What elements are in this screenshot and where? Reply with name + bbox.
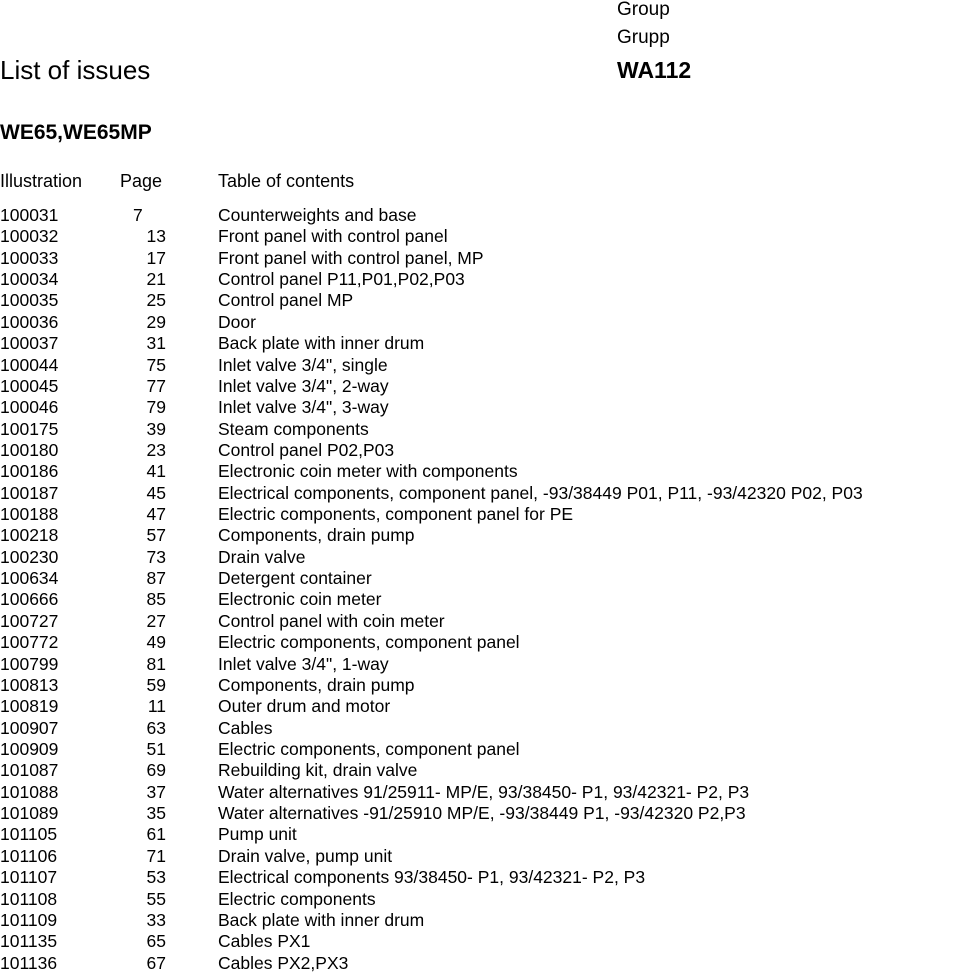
contents-description: Electric components — [218, 888, 376, 909]
list-item — [0, 910, 960, 931]
list-item — [0, 483, 960, 504]
contents-description: Components, drain pump — [218, 525, 415, 546]
page-number: 63 — [146, 717, 166, 738]
illustration-number: 101135 — [0, 931, 58, 952]
contents-description: Steam components — [218, 418, 369, 439]
contents-description: Drain valve — [218, 546, 306, 567]
page-number: 41 — [146, 461, 166, 482]
contents-description: Back plate with inner drum — [218, 333, 425, 354]
illustration-number: 101087 — [0, 760, 59, 781]
contents-description: Pump unit — [218, 824, 297, 845]
illustration-number: 100188 — [0, 504, 59, 525]
page-number: 53 — [146, 867, 166, 888]
grupp-label: Grupp — [617, 27, 670, 48]
page-number: 65 — [146, 931, 166, 952]
page-number: 85 — [146, 589, 166, 610]
contents-description: Cables — [218, 717, 273, 738]
contents-description: Back plate with inner drum — [218, 909, 425, 930]
illustration-number: 100044 — [0, 354, 59, 375]
page-number: 81 — [146, 653, 166, 674]
page-number: 77 — [146, 375, 166, 396]
list-item — [0, 696, 960, 717]
contents-description: Door — [218, 311, 256, 332]
list-item — [0, 589, 960, 610]
contents-description: Counterweights and base — [218, 205, 417, 225]
list-item — [0, 632, 960, 653]
list-item — [0, 248, 960, 269]
contents-description: Electronic coin meter with components — [218, 461, 518, 482]
list-item — [0, 739, 960, 760]
contents-description: Electronic coin meter — [218, 589, 382, 610]
list-item — [0, 269, 960, 290]
illustration-number: 100909 — [0, 738, 59, 759]
illustration-number: 100033 — [0, 247, 59, 268]
illustration-number: 100035 — [0, 290, 59, 311]
page-number: 57 — [146, 525, 166, 546]
page-number: 11 — [147, 696, 166, 717]
illustration-number: 100772 — [0, 632, 59, 653]
contents-description: Cables PX2,PX3 — [218, 952, 349, 973]
illustration-number: 100819 — [0, 696, 59, 717]
page-number: 67 — [146, 952, 166, 973]
group-code: WA112 — [617, 57, 692, 83]
illustration-number: 100230 — [0, 546, 59, 567]
illustration-number: 100180 — [0, 439, 59, 460]
illustration-number: 100218 — [0, 525, 59, 546]
page-number: 7 — [133, 205, 143, 225]
list-item — [0, 312, 960, 333]
illustration-number: 100634 — [0, 568, 59, 589]
list-item — [0, 205, 960, 226]
list-item — [0, 376, 960, 397]
list-item — [0, 547, 960, 568]
page-number: 71 — [146, 845, 166, 866]
page-number: 33 — [146, 909, 166, 930]
contents-description: Rebuilding kit, drain valve — [218, 760, 418, 781]
contents-description: Electric components, component panel — [218, 738, 520, 759]
list-item — [0, 461, 960, 482]
illustration-number: 100187 — [0, 482, 59, 503]
contents-description: Electric components, component panel for PE — [218, 504, 574, 525]
document-title: List of issues — [0, 55, 151, 85]
page-number: 69 — [146, 760, 166, 781]
list-item — [0, 525, 960, 546]
contents-description: Control panel P02,P03 — [218, 439, 395, 460]
illustration-number: 100036 — [0, 311, 59, 332]
page-number: 87 — [146, 568, 166, 589]
list-item — [0, 397, 960, 418]
illustration-number: 100813 — [0, 674, 59, 695]
issues-list — [0, 205, 960, 974]
column-header-page: Page — [120, 171, 163, 191]
contents-description: Inlet valve 3/4", 1-way — [218, 653, 389, 674]
contents-description: Electrical components, component panel, -93/38449 P01, P11, -93/42320 P02, P03 — [218, 482, 863, 503]
page-number: 21 — [146, 269, 166, 290]
page-number: 59 — [146, 674, 166, 695]
list-item — [0, 654, 960, 675]
page-number: 75 — [146, 354, 166, 375]
contents-description: Water alternatives -91/25910 MP/E, -93/38449 P1, -93/42320 P2,P3 — [218, 803, 746, 824]
illustration-number: 100799 — [0, 653, 59, 674]
contents-description: Drain valve, pump unit — [218, 845, 393, 866]
page-number: 31 — [146, 333, 166, 354]
illustration-number: 101107 — [0, 867, 58, 888]
contents-description: Electric components, component panel — [218, 632, 520, 653]
contents-description: Control panel MP — [218, 290, 354, 311]
page-number: 35 — [146, 803, 166, 824]
list-item — [0, 504, 960, 525]
page-number: 37 — [146, 781, 166, 802]
illustration-number: 101109 — [0, 909, 58, 930]
list-item — [0, 953, 960, 974]
page-number: 47 — [146, 504, 166, 525]
page-number: 27 — [146, 610, 166, 631]
contents-description: Water alternatives 91/25911- MP/E, 93/38450- P1, 93/42321- P2, P3 — [218, 781, 750, 802]
illustration-number: 100175 — [0, 418, 59, 439]
list-item — [0, 611, 960, 632]
contents-description: Components, drain pump — [218, 674, 415, 695]
contents-description: Electrical components 93/38450- P1, 93/42321- P2, P3 — [218, 867, 646, 888]
page-number: 39 — [146, 418, 166, 439]
illustration-number: 100032 — [0, 226, 59, 247]
list-item — [0, 718, 960, 739]
list-item — [0, 760, 960, 781]
list-item — [0, 333, 960, 354]
page-number: 29 — [146, 311, 166, 332]
illustration-number: 101108 — [0, 888, 58, 909]
list-item — [0, 846, 960, 867]
page-number: 73 — [146, 546, 166, 567]
page-number: 23 — [146, 439, 166, 460]
page-number: 25 — [146, 290, 166, 311]
contents-description: Control panel P11,P01,P02,P03 — [218, 269, 465, 290]
page-number: 45 — [146, 482, 166, 503]
illustration-number: 100034 — [0, 269, 59, 290]
list-item — [0, 226, 960, 247]
column-header-illustration: Illustration — [0, 171, 83, 191]
column-header-toc: Table of contents — [218, 171, 355, 191]
list-item — [0, 440, 960, 461]
list-item — [0, 568, 960, 589]
illustration-number: 100186 — [0, 461, 59, 482]
list-item — [0, 419, 960, 440]
illustration-number: 101088 — [0, 781, 59, 802]
page-number: 79 — [146, 397, 166, 418]
page-number: 17 — [146, 247, 166, 268]
group-label: Group — [617, 0, 670, 20]
illustration-number: 100907 — [0, 717, 59, 738]
list-item — [0, 889, 960, 910]
list-item — [0, 290, 960, 311]
list-item — [0, 803, 960, 824]
page-number: 13 — [146, 226, 166, 247]
page-number: 49 — [146, 632, 166, 653]
contents-description: Inlet valve 3/4", 3-way — [218, 397, 389, 418]
contents-description: Cables PX1 — [218, 931, 311, 952]
list-item — [0, 675, 960, 696]
illustration-number: 101136 — [0, 952, 58, 973]
illustration-number: 100727 — [0, 610, 59, 631]
model-heading: WE65,WE65MP — [0, 121, 152, 144]
illustration-number: 100045 — [0, 375, 59, 396]
page-number: 61 — [146, 824, 166, 845]
contents-description: Inlet valve 3/4", single — [218, 354, 388, 375]
illustration-number: 101089 — [0, 803, 59, 824]
contents-description: Front panel with control panel, MP — [218, 247, 484, 268]
contents-description: Control panel with coin meter — [218, 610, 445, 631]
list-item — [0, 824, 960, 845]
contents-description: Outer drum and motor — [218, 696, 391, 717]
list-item — [0, 867, 960, 888]
page-number: 55 — [146, 888, 166, 909]
illustration-number: 100046 — [0, 397, 59, 418]
illustration-number: 100666 — [0, 589, 59, 610]
illustration-number: 100031 — [0, 205, 59, 225]
illustration-number: 101106 — [0, 845, 58, 866]
page-number: 51 — [146, 738, 166, 759]
list-item — [0, 355, 960, 376]
contents-description: Front panel with control panel — [218, 226, 448, 247]
contents-description: Detergent container — [218, 568, 372, 589]
contents-description: Inlet valve 3/4", 2-way — [218, 375, 389, 396]
illustration-number: 101105 — [0, 824, 58, 845]
illustration-number: 100037 — [0, 333, 59, 354]
list-item — [0, 782, 960, 803]
list-item — [0, 931, 960, 952]
